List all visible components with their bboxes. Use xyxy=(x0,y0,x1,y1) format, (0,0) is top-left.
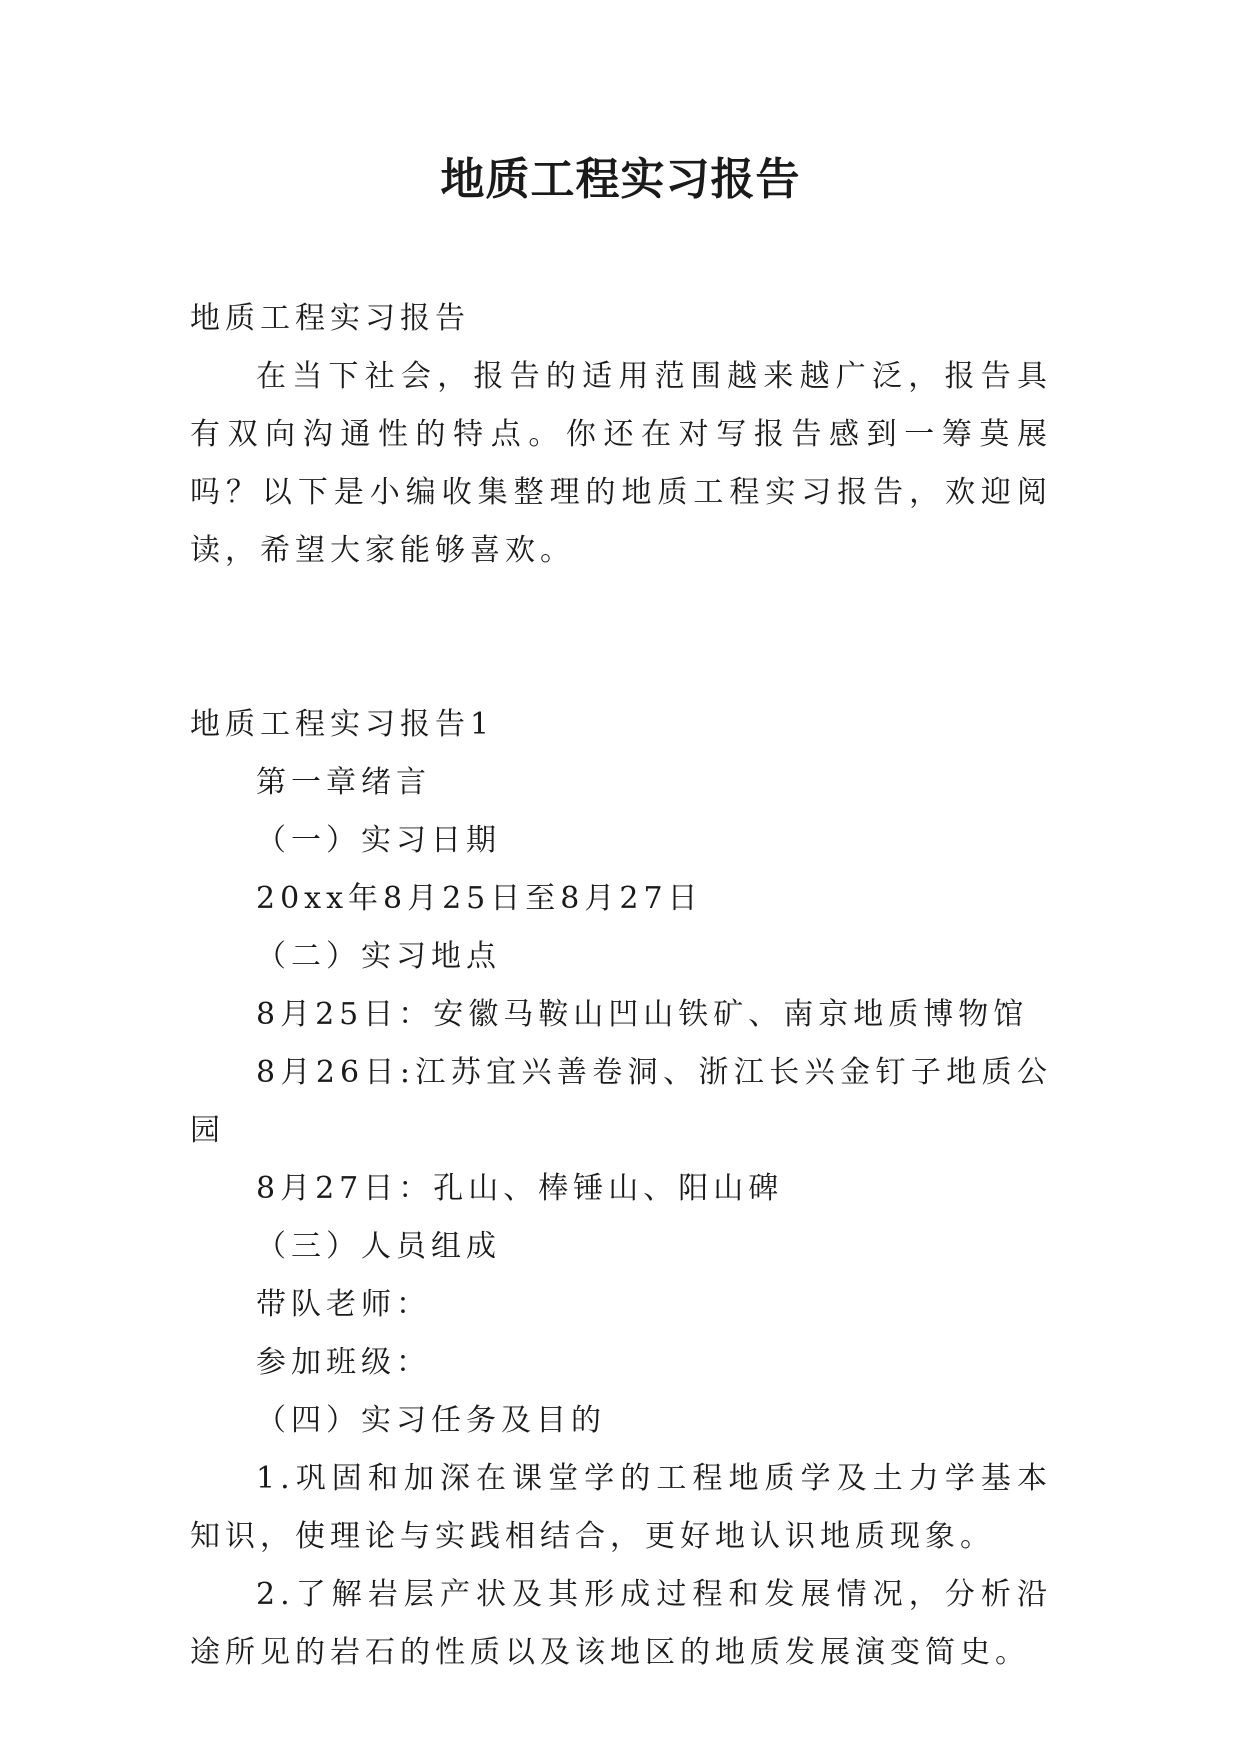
date-heading: （一）实习日期 xyxy=(256,823,501,858)
task-heading: （四）实习任务及目的 xyxy=(256,1403,606,1438)
chapter-heading: 第一章绪言 xyxy=(256,765,431,800)
class-label: 参加班级： xyxy=(256,1345,431,1380)
document-title: 地质工程实习报告 xyxy=(440,154,801,205)
personnel-heading: （三）人员组成 xyxy=(256,1229,501,1264)
intro-heading: 地质工程实习报告 xyxy=(190,301,470,336)
date-value: 20xx年8月25日至8月27日 xyxy=(256,881,703,916)
location-item: 8月27日：孔山、棒锤山、阳山碑 xyxy=(256,1171,784,1206)
location-item: 8月26日:江苏宜兴善卷洞、浙江长兴金钉子地质公园 xyxy=(190,1055,1052,1148)
task-item: 1.巩固和加深在课堂学的工程地质学及土力学基本知识，使理论与实践相结合，更好地认识地质现象。 xyxy=(190,1461,1052,1554)
section-heading: 地质工程实习报告1 xyxy=(190,707,495,742)
location-heading: （二）实习地点 xyxy=(256,939,501,974)
task-item: 2.了解岩层产状及其形成过程和发展情况，分析沿途所见的岩石的性质以及该地区的地质发展演变简史。 xyxy=(190,1577,1052,1670)
document-body xyxy=(190,290,1052,1682)
section-spacer xyxy=(190,580,1052,696)
intro-paragraph: 在当下社会，报告的适用范围越来越广泛，报告具有双向沟通性的特点。你还在对写报告感到一筹莫展吗？以下是小编收集整理的地质工程实习报告，欢迎阅读，希望大家能够喜欢。 xyxy=(190,359,1052,568)
leader-label: 带队老师： xyxy=(256,1287,431,1322)
location-item: 8月25日：安徽马鞍山凹山铁矿、南京地质博物馆 xyxy=(256,997,1029,1032)
